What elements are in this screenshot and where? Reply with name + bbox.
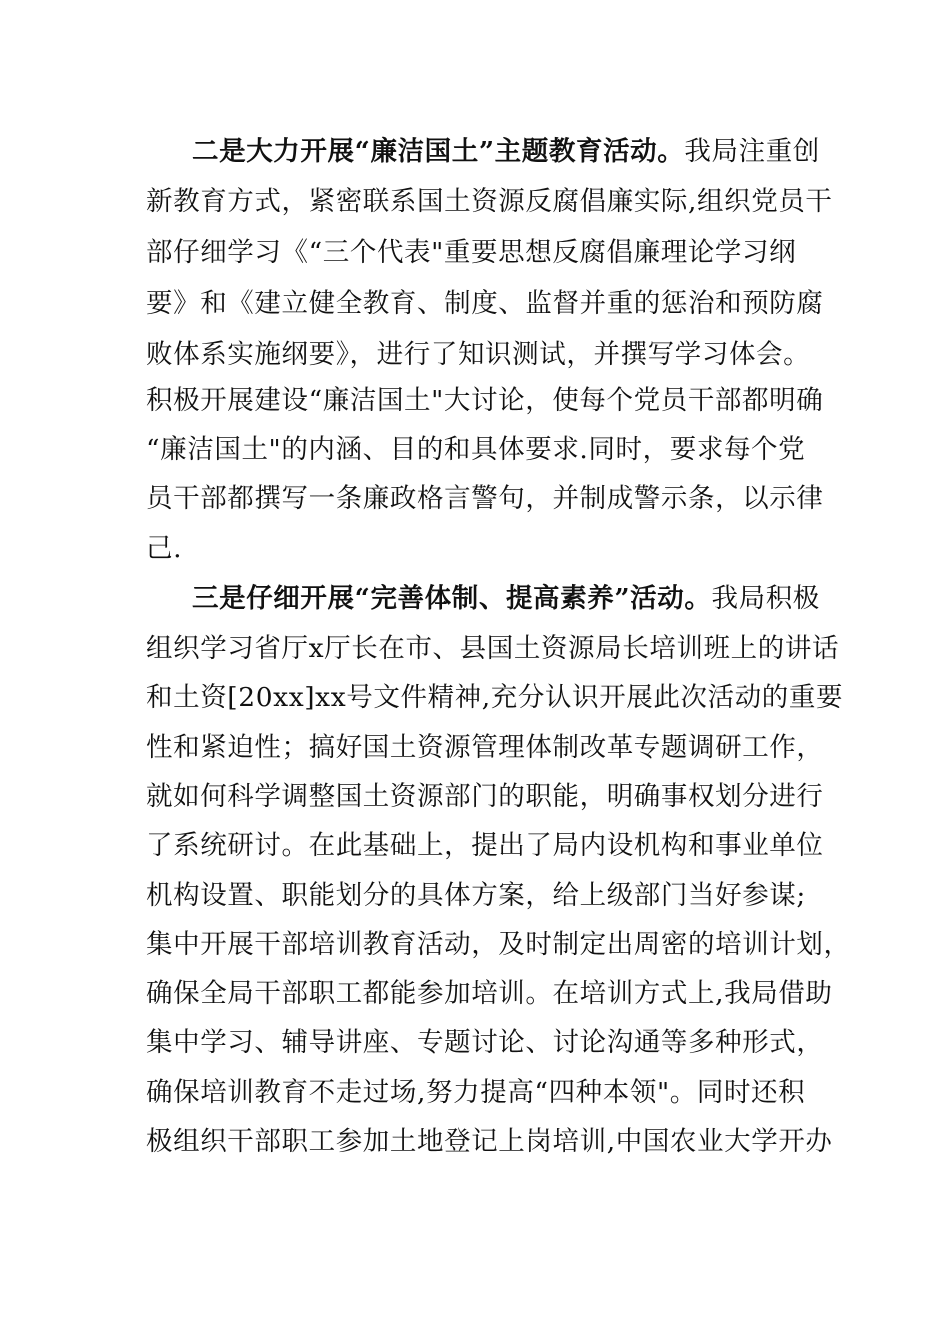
paragraph-line: 新教育方式，紧密联系国土资源反腐倡廉实际,组织党员干 (146, 186, 833, 217)
paragraph-line: 积极开展建设“廉洁国土"大讨论，使每个党员干部都明确 (146, 385, 824, 416)
paragraph-line: 集中学习、辅导讲座、专题讨论、讨论沟通等多种形式， (146, 1027, 824, 1058)
paragraph-line: 了系统研讨。在此基础上，提出了局内设机构和事业单位 (146, 830, 824, 861)
paragraph-line: 极组织干部职工参加土地登记上岗培训,中国农业大学开办 (146, 1126, 833, 1157)
paragraph-lead: 三是仔细开展“完善体制、提高素养”活动。 (192, 583, 712, 614)
paragraph-line: 组织学习省厅x厅长在市、县国土资源局长培训班上的讲话 (146, 633, 840, 664)
paragraph-line: 员干部都撰写一条廉政格言警句，并制成警示条，以示律 (146, 483, 824, 514)
paragraph-line: 性和紧迫性；搞好国土资源管理体制改革专题调研工作， (146, 732, 824, 763)
paragraph-line: 确保培训教育不走过场,努力提高“四种本领"。同时还积 (146, 1077, 806, 1108)
paragraph-line: 己. (146, 533, 183, 564)
paragraph-line: 机构设置、职能划分的具体方案，给上级部门当好参谋; (146, 880, 806, 911)
paragraph-line: 部仔细学习《“三个代表"重要思想反腐倡廉理论学习纲 (146, 237, 797, 268)
paragraph-line: 集中开展干部培训教育活动，及时制定出周密的培训计划， (146, 929, 851, 960)
paragraph-line: 确保全局干部职工都能参加培训。在培训方式上,我局借助 (146, 978, 833, 1009)
paragraph-text: 我局注重创 (684, 136, 820, 167)
paragraph-line (192, 135, 820, 169)
paragraph-line: 和土资[20xx]xx号文件精神,充分认识开展此次活动的重要 (146, 682, 844, 713)
paragraph-lead: 二是大力开展“廉洁国土”主题教育活动。 (192, 136, 685, 167)
paragraph-line: 要》和《建立健全教育、制度、监督并重的惩治和预防腐 (146, 288, 824, 319)
paragraph-line: “廉洁国土"的内涵、目的和具体要求.同时，要求每个党 (146, 434, 806, 465)
paragraph-line: 败体系实施纲要》，进行了知识测试，并撰写学习体会。 (146, 339, 811, 370)
paragraph-text: 我局积极 (711, 583, 820, 614)
paragraph-line: 就如何科学调整国土资源部门的职能，明确事权划分进行 (146, 781, 824, 812)
paragraph-line (192, 582, 820, 616)
